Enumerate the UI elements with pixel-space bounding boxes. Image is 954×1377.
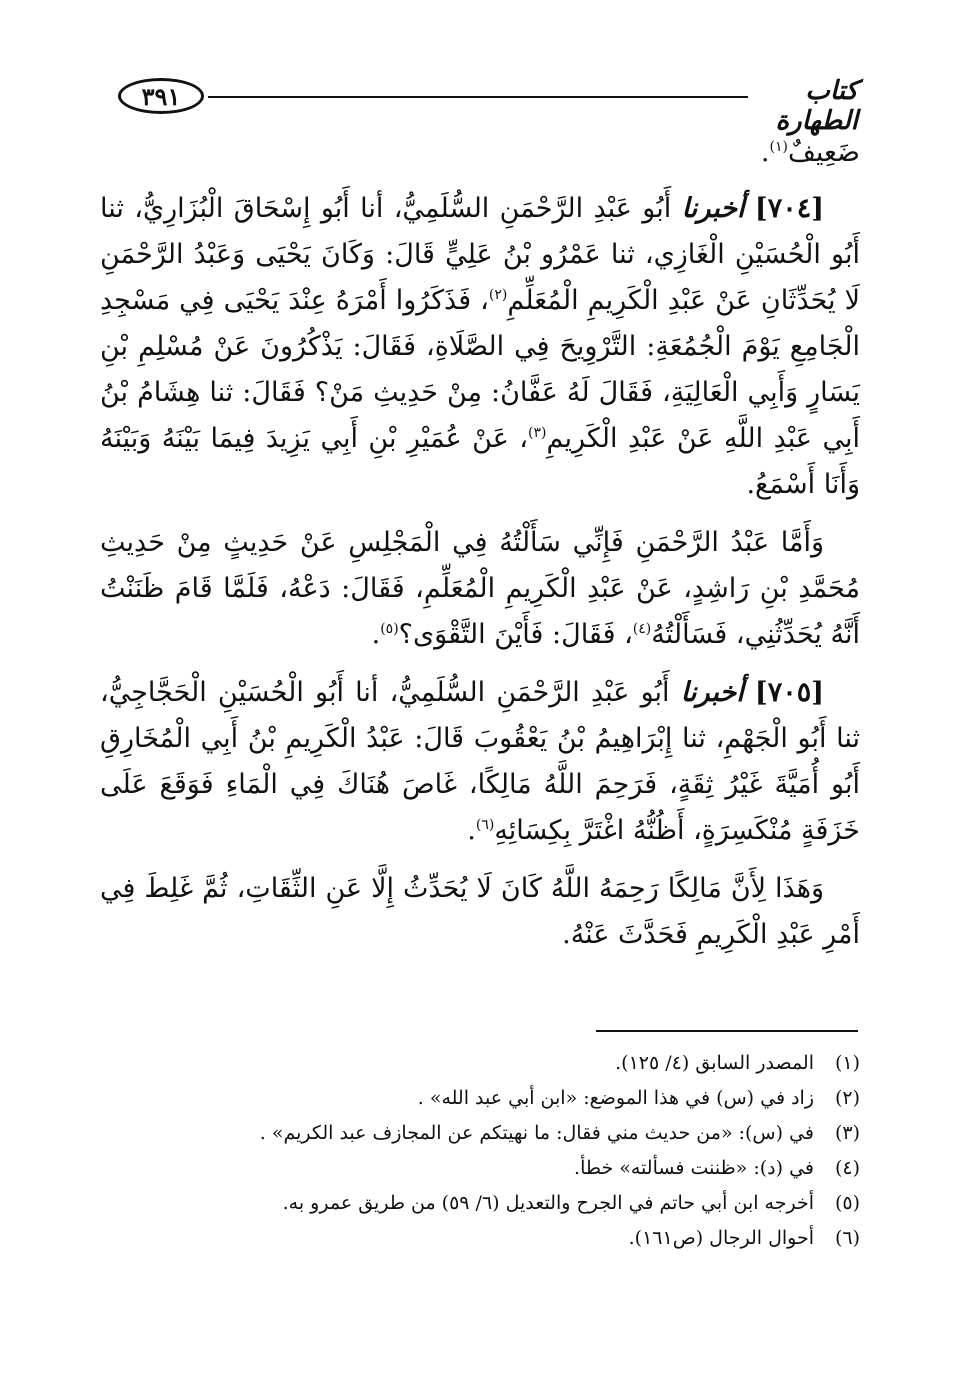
footnotes (100, 1046, 860, 1256)
entry-text: ، فَذَكَرُوا أَمْرَهُ عِنْدَ يَحْيَى فِي مَسْجِدِ الْجَامِعِ يَوْمَ الْجُمُعَةِ: التَّرْوِيحَ فِي الصَّلَاةِ، فَقَالَ: يَذْكُرُونَ عَنْ مُسْلِمِ بْنِ يَسَارٍ وَأَبِي الْعَالِيَةِ، فَقَالَ لَهُ عَفَّانُ: مِنْ حَدِيثِ مَنْ؟ فَقَالَ: ثنا هِشَامُ بْنُ أَبِي عَبْدِ اللَّهِ عَنْ عَبْدِ الْكَرِيمِ (100, 285, 860, 454)
entry-705 (100, 670, 860, 854)
entry-number: [٧٠٥] (754, 677, 824, 708)
page-number: ٣٩١ (118, 78, 204, 114)
footnote-item (100, 1116, 860, 1151)
footnote-number: (٦) (834, 1227, 860, 1249)
footnote-item (100, 1081, 860, 1116)
footnote-item (100, 1046, 860, 1081)
entry-704 (100, 186, 860, 508)
footnote-text: زاد في (س) في هذا الموضع: «ابن أبي عبد الله» . (417, 1087, 814, 1109)
footnote-ref: (٦) (475, 817, 495, 833)
page-header (118, 72, 858, 136)
footnote-text: المصدر السابق (٤/ ١٢٥). (615, 1052, 814, 1074)
entry-text: ، عَنْ عُمَيْرِ بْنِ أَبِي يَزِيدَ فِيمَا بَيْنَهُ وَبَيْنَهُ وَأَنَا أَسْمَعُ. (100, 423, 860, 500)
main-text (100, 130, 860, 970)
footnote-number: (٣) (834, 1122, 860, 1144)
footnote-ref: (٢) (488, 287, 508, 303)
paragraph-text: وَأَمَّا عَبْدُ الرَّحْمَنِ فَإِنِّي سَأَلْتُهُ فِي الْمَجْلِسِ عَنْ حَدِيثٍ مِنْ حَدِيثِ مُحَمَّدِ بْنِ رَاشِدٍ، عَنْ عَبْدِ الْكَرِيمِ الْمُعَلِّمِ، فَقَالَ: دَعْهُ، فَلَمَّا قَامَ ظَنَنْتُ أَنَّهُ يُحَدِّثُنِي، فَسَأَلْتُهُ (100, 527, 860, 650)
footnote-number: (٢) (834, 1087, 860, 1109)
entry-text: أَبُو عَبْدِ الرَّحْمَنِ السُّلَمِيُّ، أنا أَبُو الْحُسَيْنِ الْحَجَّاجِيُّ، ثنا أَبُو الْجَهْمِ، ثنا إِبْرَاهِيمُ بْنُ يَعْقُوبَ قَالَ: عَبْدُ الْكَرِيمِ بْنُ أَبِي الْمُخَارِقِ أَبُو أُمَيَّةَ غَيْرُ ثِقَةٍ، فَرَحِمَ اللَّهُ مَالِكًا، غَاصَ هُنَاكَ فِي الْمَاءِ فَوَقَعَ عَلَى خَزَفَةٍ مُنْكَسِرَةٍ، أَظُنُّهُ اغْتَرَّ بِكِسَائِهِ (100, 677, 860, 846)
entry-text: . (467, 815, 476, 846)
footnote-separator (596, 1030, 858, 1032)
footnote-number: (٤) (834, 1157, 860, 1179)
footnote-ref: (١) (769, 139, 788, 155)
footnote-ref: (٣) (528, 425, 547, 441)
footnote-text: أحوال الرجال (ص١٦١). (628, 1227, 814, 1249)
footnote-text: في (س): «من حديث مني فقال: ما نهيتكم عن المجازف عبد الكريم» . (259, 1122, 814, 1144)
footnote-item (100, 1221, 860, 1256)
footnote-item (100, 1186, 860, 1221)
intro-text: ضَعِيفٌ (787, 137, 860, 168)
paragraph-text: وَهَذَا لِأَنَّ مَالِكًا رَحِمَهُ اللَّهُ كَانَ لَا يُحَدِّثُ إِلَّا عَنِ الثِّقَاتِ، ثُمَّ غَلِطَ فِي أَمْرِ عَبْدِ الْكَرِيمِ فَحَدَّثَ عَنْهُ. (100, 873, 860, 950)
paragraph-text: . (371, 619, 381, 650)
paragraph-text: ، فَقَالَ: فَأَيْنَ التَّقْوَى؟ (398, 619, 633, 650)
footnote-item (100, 1151, 860, 1186)
entry-lead: أخبرنا (680, 677, 744, 708)
footnote-number: (٥) (834, 1192, 860, 1214)
intro-paragraph: ضَعِيفٌ$^{(١)}$. (760, 137, 860, 168)
entry-text: أَبُو عَبْدِ الرَّحْمَنِ السُّلَمِيُّ، أنا أَبُو إِسْحَاقَ الْبُزَارِيُّ، ثنا أَبُو الْحُسَيْنِ الْغَازِي، ثنا عَمْرُو بْنُ عَلِيٍّ قَالَ: وَكَانَ يَحْيَى وَعَبْدُ الرَّحْمَنِ لَا يُحَدِّثَانِ عَنْ عَبْدِ الْكَرِيمِ الْمُعَلِّمِ (100, 193, 860, 316)
entry-lead: أخبرنا (681, 193, 745, 224)
paragraph-malik (100, 866, 860, 958)
footnote-ref: (٥) (380, 621, 399, 637)
header-rule (208, 96, 748, 98)
footnote-text: في (د): «ظننت فسألته» خطأ. (574, 1157, 814, 1179)
paragraph-abd-al-rahman (100, 520, 860, 658)
footnote-number: (١) (834, 1052, 860, 1074)
footnote-ref: (٤) (632, 621, 652, 637)
entry-number: [٧٠٤] (754, 193, 824, 224)
footnote-text: أخرجه ابن أبي حاتم في الجرح والتعديل (٦/ ٥٩) من طريق عمرو به. (282, 1192, 814, 1214)
chapter-title: كتاب الطهارة (775, 76, 858, 136)
